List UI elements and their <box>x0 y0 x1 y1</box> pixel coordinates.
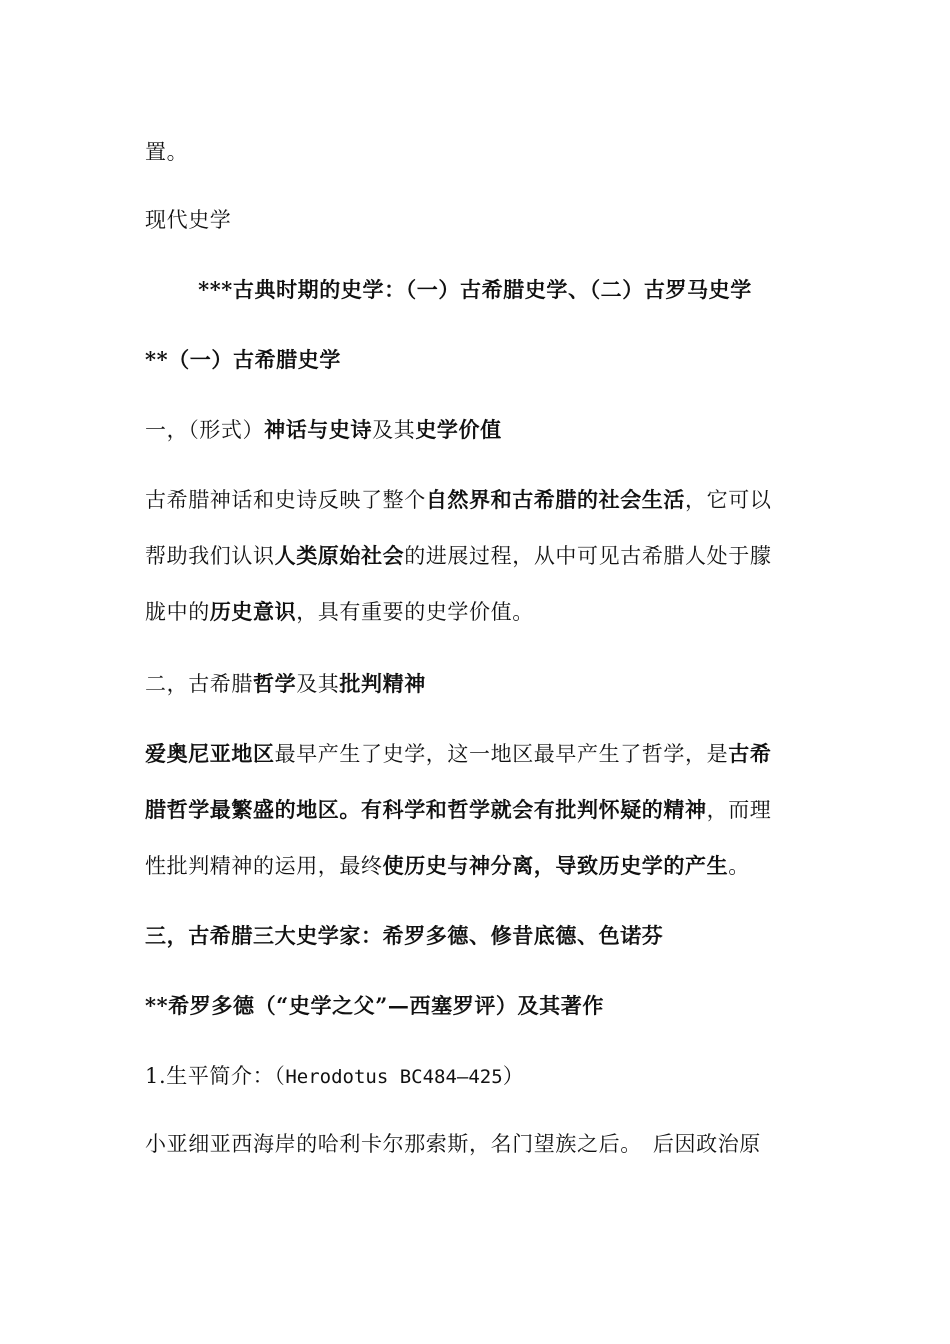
heading-herodotus-text: **希罗多德（“史学之父”—西塞罗评）及其著作 <box>145 993 604 1018</box>
paragraph-myth-line-2 <box>145 542 810 570</box>
paragraph-philosophy-line-1 <box>145 740 810 768</box>
section-1-bold-2: 史学价值 <box>415 417 502 442</box>
paragraph-philosophy-line-3 <box>145 852 810 880</box>
paragraph-myth-line-3 <box>145 598 810 626</box>
bold-run: 使历史与神分离，导致历史学的产生 <box>382 853 729 878</box>
heading-greek-text: **（一）古希腊史学 <box>145 347 341 372</box>
bold-run: 爱奥尼亚地区 <box>145 741 275 766</box>
section-3-text: 三，古希腊三大史学家：希罗多德、修昔底德、色诺芬 <box>145 923 664 948</box>
section-1-prefix: 一，（形式） <box>145 418 265 442</box>
item-1-suffix: ） <box>502 1064 525 1088</box>
text-run: ，它可以 <box>685 488 772 512</box>
text-run: 的进展过程，从中可见古希腊人处于朦 <box>404 544 772 568</box>
item-1-name: Herodotus BC484—425 <box>285 1066 503 1088</box>
heading-ancient-greek-history <box>145 346 810 374</box>
bold-run: 古希 <box>728 741 772 766</box>
heading-classical-history <box>145 276 805 304</box>
item-1-biography <box>145 1062 810 1091</box>
section-1-mid: 及其 <box>372 418 416 442</box>
bold-run: 历史意识 <box>209 599 297 624</box>
section-2-heading <box>145 670 810 698</box>
paragraph-biography: 小亚细亚西海岸的哈利卡尔那索斯，名门望族之后。 后因政治原 <box>145 1132 761 1156</box>
paragraph-modern-history: 现代史学 <box>145 208 232 232</box>
section-2-mid: 及其 <box>296 672 340 696</box>
text-run: 帮助我们认识 <box>145 544 275 568</box>
text-run: ，具有重要的史学价值。 <box>296 600 534 624</box>
section-2-bold-2: 批判精神 <box>339 671 426 696</box>
section-1-bold-1: 神话与史诗 <box>264 417 373 442</box>
bold-run: 人类原始社会 <box>274 543 405 568</box>
text-run: 最早产生了史学，这一地区最早产生了哲学，是 <box>274 742 729 766</box>
paragraph-myth-line-1 <box>145 486 810 514</box>
section-3-heading <box>145 922 810 950</box>
section-2-prefix: 二，古希腊 <box>145 672 253 696</box>
heading-herodotus <box>145 992 810 1020</box>
paragraph-philosophy-line-2 <box>145 796 810 824</box>
item-1-prefix: 1.生平简介：（ <box>145 1064 286 1088</box>
text-run: 古希腊神话和史诗反映了整个 <box>145 488 426 512</box>
bold-run: 自然界和古希腊的社会生活 <box>425 487 686 512</box>
heading-classical-text: ***古典时期的史学：（一）古希腊史学、（二）古罗马史学 <box>198 277 752 302</box>
text-run: ，而理 <box>706 798 772 822</box>
section-2-bold-1: 哲学 <box>253 671 297 696</box>
text-run: 。 <box>728 854 750 878</box>
text-run: 胧中的 <box>145 600 210 624</box>
section-1-heading <box>145 416 810 444</box>
text-run: 性批判精神的运用，最终 <box>145 854 383 878</box>
bold-run: 腊哲学最繁盛的地区。有科学和哲学就会有批判怀疑的精神 <box>145 797 707 822</box>
paragraph-continuation: 置。 <box>145 140 189 164</box>
